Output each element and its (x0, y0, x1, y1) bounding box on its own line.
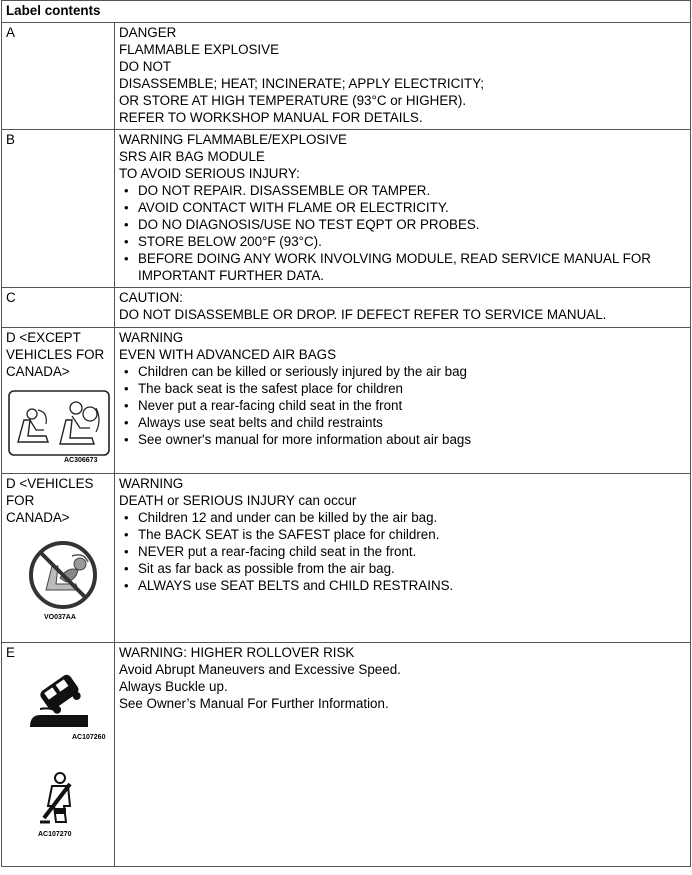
text-line: TO AVOID SERIOUS INJURY: (119, 166, 300, 181)
text-line: WARNING (119, 330, 184, 345)
table-header: Label contents (2, 1, 691, 23)
text-line: SRS AIR BAG MODULE (119, 149, 265, 164)
figure-id: AC107270 (38, 831, 72, 838)
bullet-item: • See owner's manual for more information about air bags (119, 431, 687, 448)
table-row (2, 23, 691, 130)
figure-id: AC107260 (72, 734, 106, 741)
text-line: EVEN WITH ADVANCED AIR BAGS (119, 347, 337, 362)
label-id: E (6, 645, 15, 660)
bullet-item: • The BACK SEAT is the SAFEST place for children. (119, 526, 687, 543)
figure-id: AC306673 (64, 457, 98, 464)
label-id-cell (2, 130, 115, 288)
table-row (2, 328, 691, 474)
rollover-risk-icon (28, 671, 111, 742)
label-id: D <EXCEPT (6, 330, 81, 345)
no-rear-facing-child-seat-icon (28, 540, 111, 622)
label-id-cell (2, 643, 115, 867)
bullet-item: • Children can be killed or seriously injured by the air bag (119, 363, 687, 380)
seat-belt-icon (36, 772, 111, 839)
bullet-item: • DO NOT REPAIR. DISASSEMBLE OR TAMPER. (119, 182, 687, 199)
table-header-row (2, 1, 691, 23)
label-id: C (6, 290, 16, 305)
bullet-item: • Never put a rear-facing child seat in the front (119, 397, 687, 414)
text-line: OR STORE AT HIGH TEMPERATURE (93°C or HIGHER). (119, 93, 467, 108)
label-id: A (6, 25, 15, 40)
label-text-cell (115, 643, 691, 867)
bullet-item: • The back seat is the safest place for children (119, 380, 687, 397)
text-line: See Owner’s Manual For Further Information. (119, 696, 389, 711)
figure-id: VO037AA (44, 614, 76, 621)
label-id: VEHICLES FOR (6, 347, 105, 362)
text-line: CAUTION: (119, 290, 183, 305)
label-text-cell (115, 130, 691, 288)
child-seat-airbag-warning-icon (8, 390, 111, 465)
label-text-cell (115, 23, 691, 130)
bullet-item: • DO NO DIAGNOSIS/USE NO TEST EQPT OR PROBES. (119, 216, 687, 233)
label-id: FOR (6, 493, 35, 508)
text-line: Always Buckle up. (119, 679, 228, 694)
bullet-item: • STORE BELOW 200°F (93°C). (119, 233, 687, 250)
label-id: B (6, 132, 15, 147)
text-line: DISASSEMBLE; HEAT; INCINERATE; APPLY ELECTRICITY; (119, 76, 484, 91)
label-text-cell (115, 288, 691, 328)
bullet-item: • AVOID CONTACT WITH FLAME OR ELECTRICITY. (119, 199, 687, 216)
bullet-item: • Sit as far back as possible from the air bag. (119, 560, 687, 577)
table-row (2, 130, 691, 288)
bullet-list (119, 509, 687, 594)
label-id: CANADA> (6, 364, 70, 379)
table-row (2, 474, 691, 643)
label-text-cell (115, 474, 691, 643)
text-line: FLAMMABLE EXPLOSIVE (119, 42, 280, 57)
text-line: WARNING (119, 476, 184, 491)
text-line: Avoid Abrupt Maneuvers and Excessive Speed. (119, 662, 401, 677)
text-line: REFER TO WORKSHOP MANUAL FOR DETAILS. (119, 110, 423, 125)
text-line: WARNING FLAMMABLE/EXPLOSIVE (119, 132, 347, 147)
bullet-list (119, 363, 687, 448)
text-line: DANGER (119, 25, 177, 40)
label-id-cell (2, 474, 115, 643)
bullet-list (119, 182, 687, 284)
label-id-cell (2, 23, 115, 130)
bullet-item: • ALWAYS use SEAT BELTS and CHILD RESTRAINS. (119, 577, 687, 594)
label-id-cell (2, 288, 115, 328)
text-line: DEATH or SERIOUS INJURY can occur (119, 493, 357, 508)
bullet-item: • BEFORE DOING ANY WORK INVOLVING MODULE, READ SERVICE MANUAL FOR IMPORTANT FURTHER DATA. (119, 250, 687, 284)
text-line: WARNING: HIGHER ROLLOVER RISK (119, 645, 355, 660)
text-line: DO NOT (119, 59, 172, 74)
label-id: CANADA> (6, 510, 70, 525)
table-row (2, 288, 691, 328)
label-id: D <VEHICLES (6, 476, 94, 491)
bullet-item: • Children 12 and under can be killed by the air bag. (119, 509, 687, 526)
label-text-cell (115, 328, 691, 474)
label-id-cell (2, 328, 115, 474)
label-contents-table (1, 0, 691, 867)
text-line: DO NOT DISASSEMBLE OR DROP. IF DEFECT REFER TO SERVICE MANUAL. (119, 307, 607, 322)
bullet-item: • NEVER put a rear-facing child seat in the front. (119, 543, 687, 560)
table-row (2, 643, 691, 867)
bullet-item: • Always use seat belts and child restraints (119, 414, 687, 431)
